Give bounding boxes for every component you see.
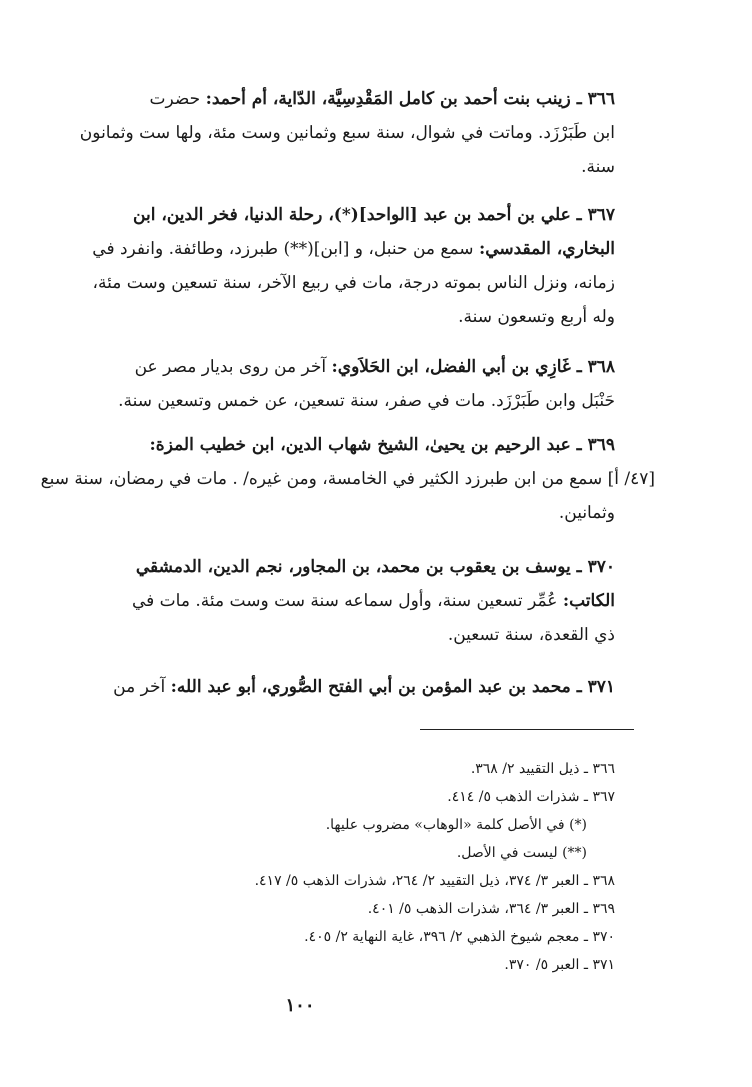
entry-text: زمانه، ونزل الناس بموته درجة، مات في ربيع الآخر، سنة تسعين وست مئة، [92,273,615,293]
entry-line [119,198,615,232]
footnote-line: (**) ليست في الأصل. [456,845,587,861]
biography-entry-369 [40,428,655,530]
biography-entry-366 [79,82,615,184]
footnote-line: ٣٧٠ ـ معجم شيوخ الذهبي ٢/ ٣٩٦، غاية النهاية ٢/ ٤٠٥. [304,929,615,945]
entry-text: وله أربع وتسعون سنة. [458,307,615,327]
entry-text: حضرت [149,89,206,109]
entry-heading: ٣٦٩ ـ عبد الرحيم بن يحيىٰ، الشيخ شهاب الدين، ابن خطيب المزة: [149,435,615,455]
entry-line [119,350,615,384]
entry-line [119,384,615,418]
footnote-line: ٣٦٩ ـ العبر ٣/ ٣٦٤، شذرات الذهب ٥/ ٤٠١. [367,901,615,917]
entry-heading: ٣٦٦ ـ زينب بنت أحمد بن كامل المَقْدِسِيَّة، الدّاية، أم أحمد: [205,89,615,109]
entry-line [119,150,615,184]
footnote-line: (*) في الأصل كلمة «الوهاب» مضروب عليها. [325,817,587,833]
entry-line [113,670,615,704]
biography-entry-368 [119,350,615,418]
footnotes [55,755,615,979]
entry-heading: البخاري، المقدسي: [478,239,615,259]
entry-text: وثمانين. [558,503,615,523]
entry-heading: ٣٦٧ ـ علي بن أحمد بن عبد [الواحد](*)، رحلة الدنيا، فخر الدين، ابن [133,205,615,225]
entry-line [119,550,615,584]
entry-heading: الكاتب: [562,591,615,611]
entry-text: حَنْبَل وابن طَبَرْزَد. مات في صفر، سنة تسعين، عن خمس وتسعين سنة. [118,391,615,411]
entry-heading: ٣٧٠ ـ يوسف بن يعقوب بن محمد، بن المجاور، نجم الدين، الدمشقي [135,557,615,577]
entry-line [119,584,615,618]
entry-line [119,618,615,652]
footnote-line: ٣٧١ ـ العبر ٥/ ٣٧٠. [504,957,615,973]
entry-text: آخر من [113,677,171,697]
entry-line [92,266,615,300]
entry-heading: ٣٦٨ ـ غَازِي بن أبي الفضل، ابن الحَلاَوي: [331,357,615,377]
entry-line [119,300,615,334]
entry-text: آخر من روى بديار مصر عن [134,357,332,377]
entry-text: ذي القعدة، سنة تسعين. [447,625,615,645]
entry-line [119,82,615,116]
entry-line [92,232,615,266]
entry-line [119,496,615,530]
footnote-line: ٣٦٦ ـ ذيل التقييد ٢/ ٣٦٨. [470,761,615,777]
footnote-line: ٣٦٧ ـ شذرات الذهب ٥/ ٤١٤. [447,789,615,805]
entry-line [79,116,615,150]
entry-line [119,428,615,462]
biography-entry-371 [113,670,615,704]
entry-text: ابن طَبَرْزَد. وماتت في شوال، سنة سبع وثمانين وست مئة، ولها ست وثمانون [79,123,615,143]
biography-entry-370 [119,550,615,652]
entry-text: [٤٧/ أ] سمع من ابن طبرزد الكثير في الخامسة، ومن غيره/ . مات في رمضان، سنة سبع [40,469,655,489]
entry-line [40,462,655,496]
entry-text: سنة. [581,157,615,177]
entry-text: عُمِّر تسعين سنة، وأول سماعه سنة ست وست مئة. مات في [131,591,563,611]
entry-text: سمع من حنبل، و [ابن](**) طبرزد، وطائفة. وانفرد في [92,239,479,259]
entry-heading: ٣٧١ ـ محمد بن عبد المؤمن بن أبي الفتح الصُّوري، أبو عبد الله: [170,677,615,697]
footnote-divider [420,729,634,730]
biography-entry-367 [92,198,615,334]
page-number: ١٠٠ [285,995,315,1016]
footnote-line: ٣٦٨ ـ العبر ٣/ ٣٧٤، ذيل التقييد ٢/ ٢٦٤، شذرات الذهب ٥/ ٤١٧. [254,873,615,889]
